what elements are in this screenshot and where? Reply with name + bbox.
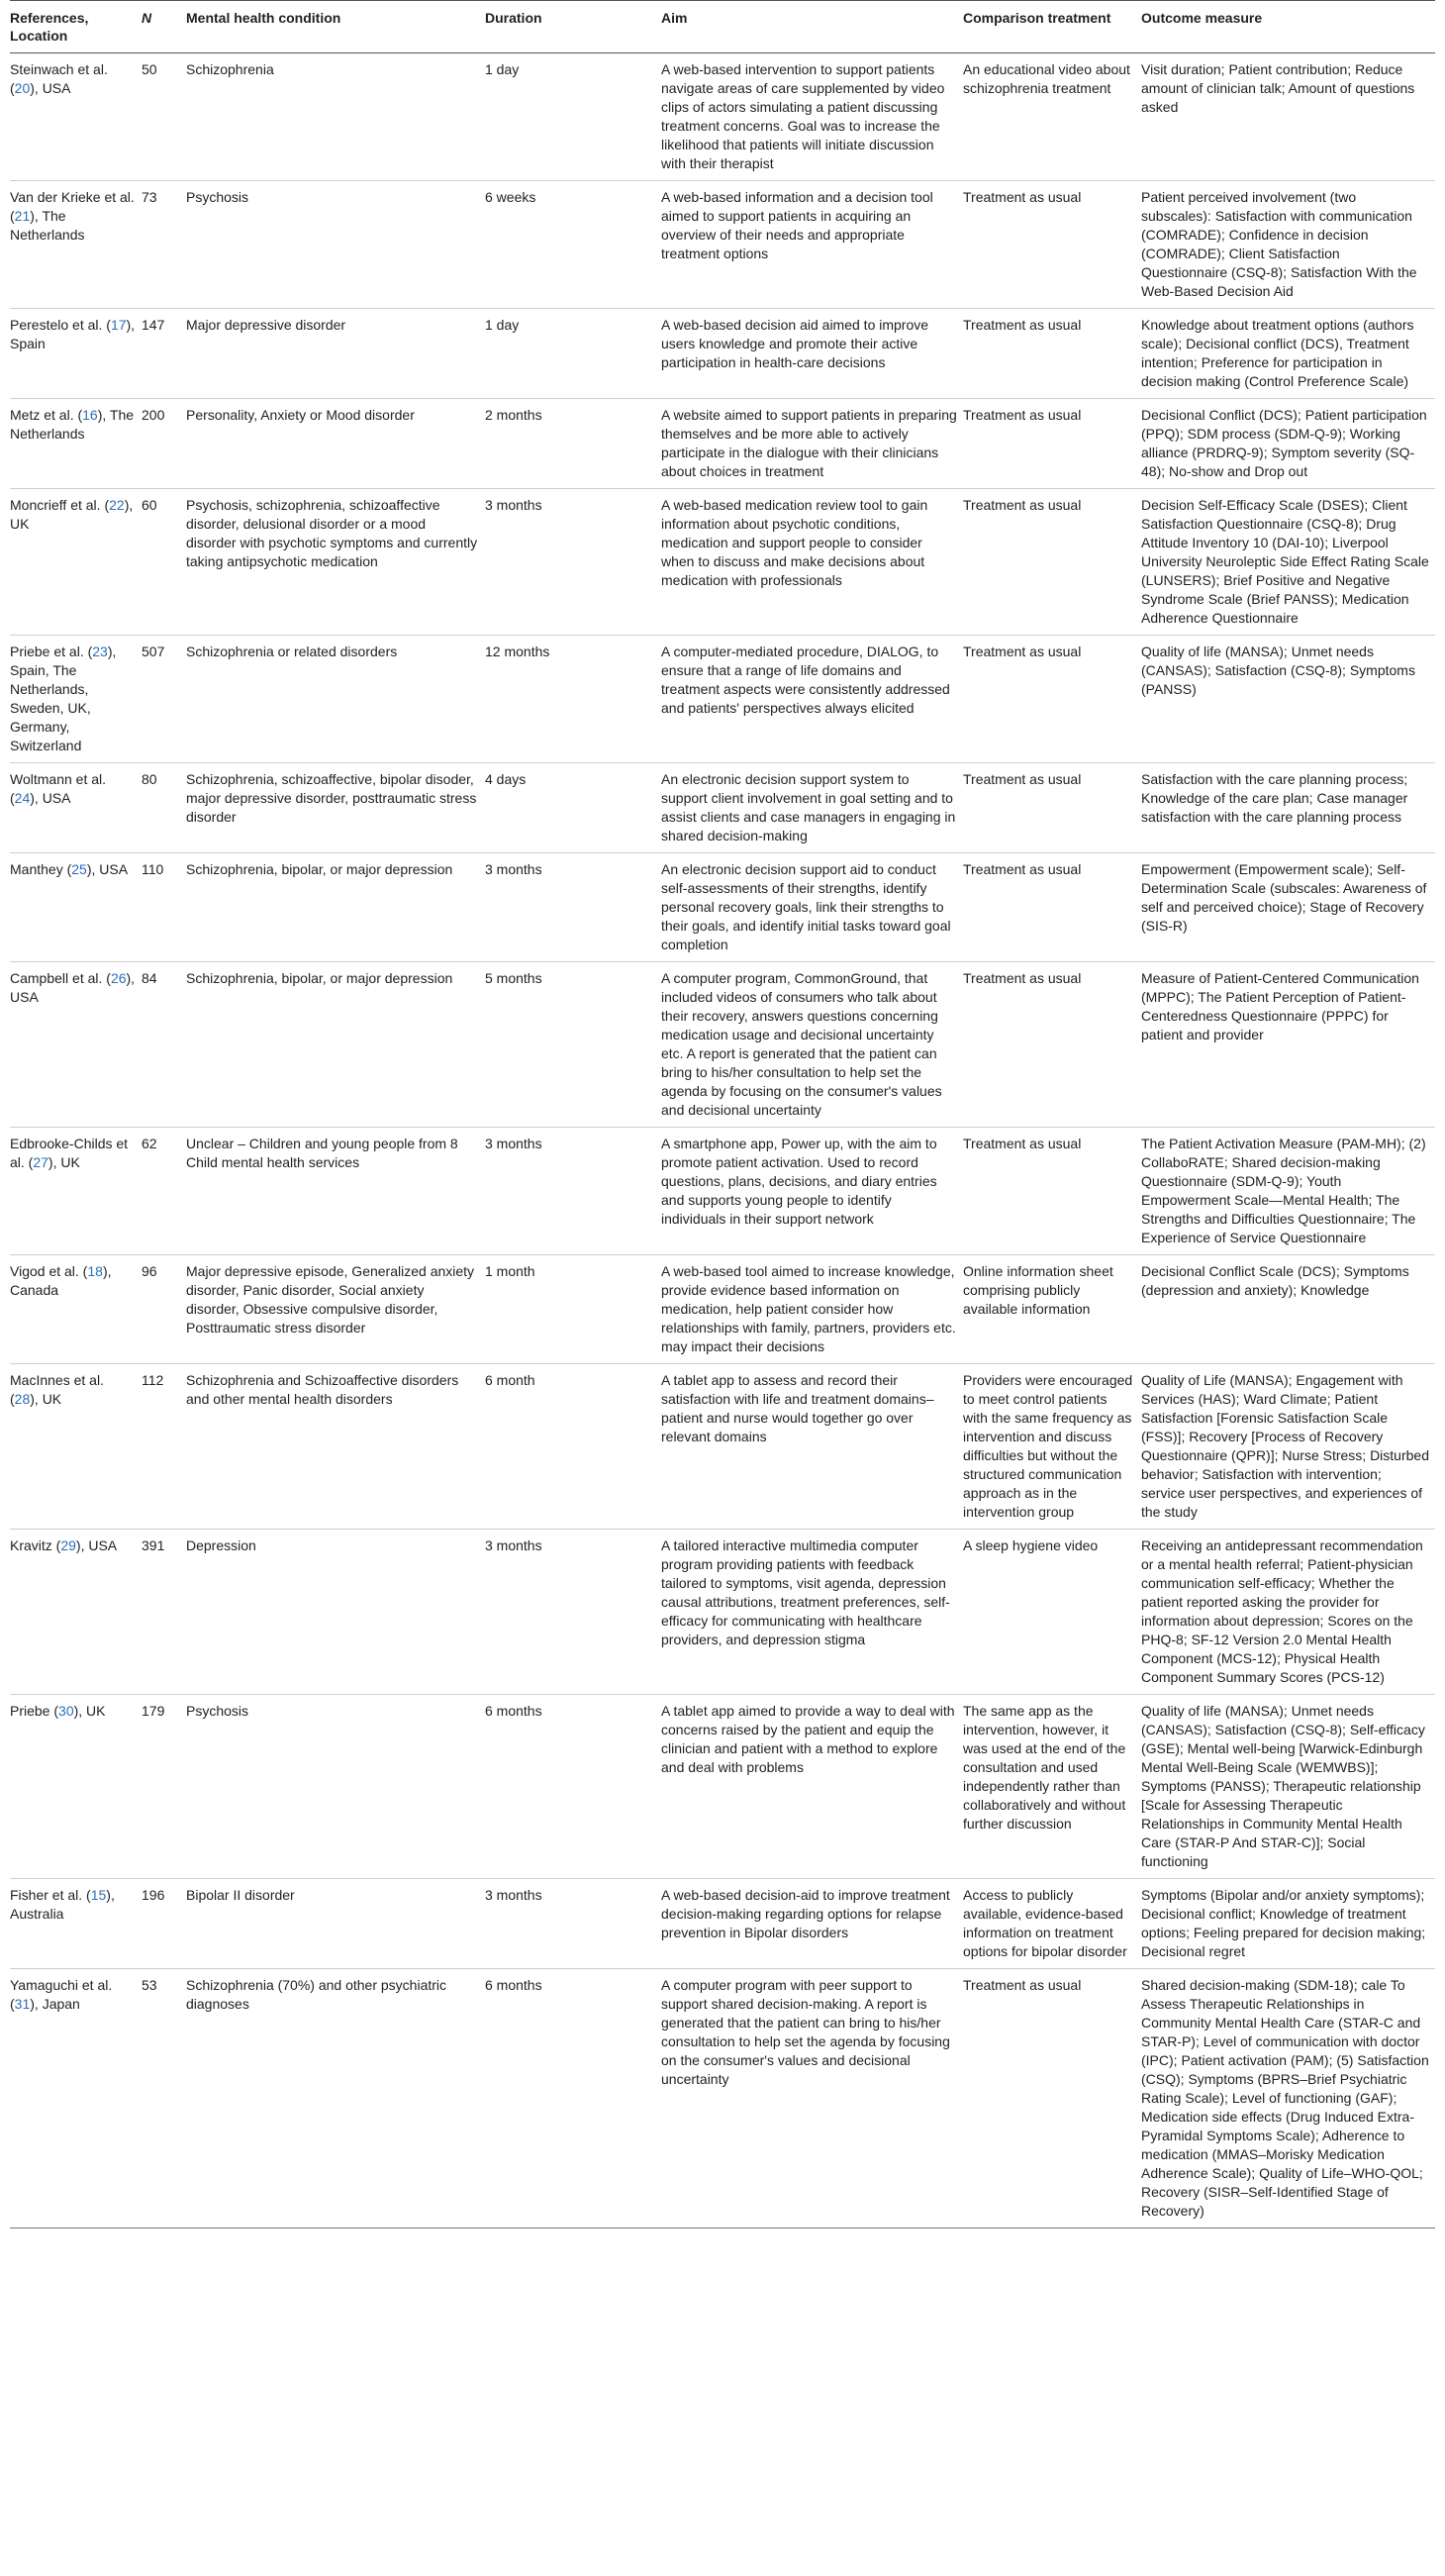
cell-condition: Psychosis xyxy=(186,1695,485,1879)
cell-n: 147 xyxy=(142,309,186,399)
cell-n: 84 xyxy=(142,962,186,1128)
table-row xyxy=(10,636,1435,763)
cell-comparison: Treatment as usual xyxy=(963,309,1141,399)
cell-aim: A web-based decision-aid to improve treatment decision-making regarding options for relapse prevention in Bipolar disorders xyxy=(661,1879,963,1969)
citation-number: 27 xyxy=(33,1154,48,1170)
reference-text: MacInnes et al. ( xyxy=(10,1372,104,1407)
cell-condition: Schizophrenia, bipolar, or major depression xyxy=(186,853,485,962)
cell-n: 73 xyxy=(142,181,186,309)
reference-text: Edbrooke-Childs et al. ( xyxy=(10,1136,129,1170)
reference-location: ), USA xyxy=(30,80,71,96)
cell-reference-location xyxy=(10,636,142,763)
table-row xyxy=(10,1969,1435,2229)
reference-location: ), Canada xyxy=(10,1263,112,1298)
reference-text: Steinwach et al. ( xyxy=(10,61,108,96)
cell-duration: 4 days xyxy=(485,763,661,853)
cell-duration: 6 weeks xyxy=(485,181,661,309)
cell-outcome: Quality of life (MANSA); Unmet needs (CANSAS); Satisfaction (CSQ-8); Self-efficacy (GSE); Mental well-being [Warwick-Edinburgh Mental Well-Being Scale (WEMWBS)]; Symptoms (PANSS); Therapeutic relationship [Scale for Assessing Therapeutic Relationships in Community Mental Health Care (STAR-P And STAR-C)]; Social functioning xyxy=(1141,1695,1435,1879)
reference-location: ), Japan xyxy=(30,1996,80,2012)
studies-table xyxy=(10,0,1435,2229)
reference-location: ), UK xyxy=(30,1391,62,1407)
cell-duration: 6 months xyxy=(485,1969,661,2229)
cell-outcome: Receiving an antidepressant recommendation or a mental health referral; Patient-physician communication self-efficacy; Whether the patient reported asking the provider for information about depression; Scores on the PHQ-8; SF-12 Version 2.0 Mental Health Component (MCS-12); Physical Health Component Summary Scores (PCS-12) xyxy=(1141,1530,1435,1695)
cell-aim: A smartphone app, Power up, with the aim to promote patient activation. Used to record questions, plans, decisions, and diary entries and supports young people to identify individuals in their support network xyxy=(661,1128,963,1255)
cell-aim: A web-based medication review tool to gain information about psychotic conditions, medication and support people to consider when to discuss and make decisions about medication with professionals xyxy=(661,489,963,636)
cell-outcome: Shared decision-making (SDM-18); cale To Assess Therapeutic Relationships in Community Mental Health Care (STAR-C and STAR-P); Level of communication with doctor (IPC); Patient activation (PAM); (5) Satisfaction (CSQ); Symptoms (BPRS–Brief Psychiatric Rating Scale); Level of functioning (GAF); Medication side effects (Drug Induced Extra-Pyramidal Symptoms Scale); Adherence to medication (MMAS–Morisky Medication Adherence Scale); Quality of Life–WHO-QOL; Recovery (SISR–Self-Identified Stage of Recovery) xyxy=(1141,1969,1435,2229)
cell-n: 53 xyxy=(142,1969,186,2229)
cell-n: 96 xyxy=(142,1255,186,1364)
cell-duration: 12 months xyxy=(485,636,661,763)
table-row xyxy=(10,853,1435,962)
reference-location: ), USA xyxy=(75,1537,118,1553)
cell-comparison: Online information sheet comprising publicly available information xyxy=(963,1255,1141,1364)
cell-n: 80 xyxy=(142,763,186,853)
citation-number: 28 xyxy=(14,1391,31,1407)
table-row xyxy=(10,1879,1435,1969)
cell-reference-location xyxy=(10,309,142,399)
cell-reference-location xyxy=(10,1364,142,1530)
reference-location: ), USA xyxy=(10,970,136,1005)
cell-n: 50 xyxy=(142,53,186,181)
citation-number: 15 xyxy=(90,1887,107,1903)
cell-duration: 1 month xyxy=(485,1255,661,1364)
cell-n: 200 xyxy=(142,399,186,489)
cell-comparison: Access to publicly available, evidence-based information on treatment options for bipolar disorder xyxy=(963,1879,1141,1969)
header-comparison-treatment: Comparison treatment xyxy=(963,1,1141,53)
cell-comparison: Treatment as usual xyxy=(963,1128,1141,1255)
citation-number: 25 xyxy=(71,861,87,877)
citation-number: 30 xyxy=(58,1703,74,1719)
cell-condition: Major depressive disorder xyxy=(186,309,485,399)
cell-outcome: Empowerment (Empowerment scale); Self-Determination Scale (subscales: Awareness of self and perceived choice); Stage of Recovery (SIS-R) xyxy=(1141,853,1435,962)
reference-text: Moncrieff et al. ( xyxy=(10,497,110,513)
citation-number: 21 xyxy=(14,208,31,224)
cell-aim: An electronic decision support system to support client involvement in goal setting and to assist clients and case managers in engaging in shared decision-making xyxy=(661,763,963,853)
cell-duration: 3 months xyxy=(485,1879,661,1969)
reference-text: Priebe ( xyxy=(10,1703,59,1719)
cell-duration: 3 months xyxy=(485,489,661,636)
header-references-location: References, Location xyxy=(10,1,142,53)
table-row xyxy=(10,181,1435,309)
cell-aim: A computer program with peer support to support shared decision-making. A report is generated that the patient can bring to his/her consultation to help set the agenda by focusing on the consumer's values and decisional uncertainty xyxy=(661,1969,963,2229)
citation-number: 24 xyxy=(14,790,31,806)
table-row xyxy=(10,399,1435,489)
cell-outcome: Decisional Conflict (DCS); Patient participation (PPQ); SDM process (SDM-Q-9); Working alliance (PRDRQ-9); Symptom severity (SQ-48); No-show and Drop out xyxy=(1141,399,1435,489)
cell-comparison: Treatment as usual xyxy=(963,853,1141,962)
cell-comparison: A sleep hygiene video xyxy=(963,1530,1141,1695)
cell-condition: Schizophrenia and Schizoaffective disorders and other mental health disorders xyxy=(186,1364,485,1530)
cell-outcome: Knowledge about treatment options (authors scale); Decisional conflict (DCS), Treatment intention; Preference for participation in decision making (Control Preference Scale) xyxy=(1141,309,1435,399)
cell-aim: An electronic decision support aid to conduct self-assessments of their strengths, identify personal recovery goals, link their strengths to their goals, and identify initial tasks toward goal completion xyxy=(661,853,963,962)
cell-outcome: Measure of Patient-Centered Communication (MPPC); The Patient Perception of Patient-Centeredness Questionnaire (PPPC) for patient and provider xyxy=(1141,962,1435,1128)
citation-number: 29 xyxy=(60,1537,76,1553)
reference-location: ), Spain, The Netherlands, Sweden, UK, Germany, Switzerland xyxy=(10,644,117,753)
cell-outcome: Satisfaction with the care planning process; Knowledge of the care plan; Case manager satisfaction with the care planning process xyxy=(1141,763,1435,853)
table-body xyxy=(10,53,1435,2229)
cell-n: 60 xyxy=(142,489,186,636)
cell-reference-location xyxy=(10,1255,142,1364)
cell-reference-location xyxy=(10,962,142,1128)
table-row xyxy=(10,309,1435,399)
cell-comparison: Treatment as usual xyxy=(963,636,1141,763)
citation-number: 23 xyxy=(92,644,108,659)
table-row xyxy=(10,489,1435,636)
cell-condition: Psychosis, schizophrenia, schizoaffective disorder, delusional disorder or a mood disorder with psychotic symptoms and currently taking antipsychotic medication xyxy=(186,489,485,636)
citation-number: 22 xyxy=(109,497,125,513)
reference-text: Priebe et al. ( xyxy=(10,644,93,659)
table-row xyxy=(10,962,1435,1128)
cell-duration: 1 day xyxy=(485,53,661,181)
cell-condition: Personality, Anxiety or Mood disorder xyxy=(186,399,485,489)
cell-comparison: An educational video about schizophrenia treatment xyxy=(963,53,1141,181)
cell-outcome: Visit duration; Patient contribution; Reduce amount of clinician talk; Amount of questions asked xyxy=(1141,53,1435,181)
cell-aim: A tailored interactive multimedia computer program providing patients with feedback tailored to symptoms, visit agenda, depression causal attributions, treatment preferences, self-efficacy for communicating with healthcare providers, and depression stigma xyxy=(661,1530,963,1695)
citation-number: 18 xyxy=(87,1263,103,1279)
cell-comparison: Treatment as usual xyxy=(963,399,1141,489)
cell-duration: 6 months xyxy=(485,1695,661,1879)
reference-text: Perestelo et al. ( xyxy=(10,317,111,333)
reference-location: ), The Netherlands xyxy=(10,407,135,442)
cell-duration: 2 months xyxy=(485,399,661,489)
cell-outcome: Decision Self-Efficacy Scale (DSES); Client Satisfaction Questionnaire (CSQ-8); Drug Attitude Inventory 10 (DAI-10); Liverpool University Neuroleptic Side Effect Rating Scale (LUNSERS); Brief Positive and Negative Syndrome Scale (Brief PANSS); Medication Adherence Questionnaire xyxy=(1141,489,1435,636)
cell-condition: Major depressive episode, Generalized anxiety disorder, Panic disorder, Social anxiety disorder, Obsessive compulsive disorder, Posttraumatic stress disorder xyxy=(186,1255,485,1364)
reference-text: Yamaguchi et al. ( xyxy=(10,1977,113,2012)
cell-duration: 3 months xyxy=(485,1128,661,1255)
reference-location: ), Australia xyxy=(10,1887,115,1922)
cell-reference-location xyxy=(10,53,142,181)
cell-condition: Schizophrenia or related disorders xyxy=(186,636,485,763)
cell-outcome: Decisional Conflict Scale (DCS); Symptoms (depression and anxiety); Knowledge xyxy=(1141,1255,1435,1364)
reference-text: Vigod et al. ( xyxy=(10,1263,88,1279)
cell-condition: Schizophrenia, bipolar, or major depression xyxy=(186,962,485,1128)
cell-comparison: Treatment as usual xyxy=(963,1969,1141,2229)
reference-text: Woltmann et al. ( xyxy=(10,771,107,806)
cell-condition: Unclear – Children and young people from 8 Child mental health services xyxy=(186,1128,485,1255)
table-row xyxy=(10,1695,1435,1879)
reference-location: ), Spain xyxy=(10,317,136,351)
table-row xyxy=(10,1128,1435,1255)
cell-duration: 1 day xyxy=(485,309,661,399)
cell-n: 196 xyxy=(142,1879,186,1969)
cell-comparison: The same app as the intervention, however, it was used at the end of the consultation and used independently rather than collaboratively and without further discussion xyxy=(963,1695,1141,1879)
table-row xyxy=(10,1255,1435,1364)
cell-condition: Depression xyxy=(186,1530,485,1695)
header-duration: Duration xyxy=(485,1,661,53)
cell-aim: A website aimed to support patients in preparing themselves and be more able to actively participate in the dialogue with their clinicians about choices in treatment xyxy=(661,399,963,489)
reference-text: Fisher et al. ( xyxy=(10,1887,91,1903)
reference-location: ), USA xyxy=(86,861,129,877)
cell-aim: A web-based information and a decision tool aimed to support patients in acquiring an overview of their needs and appropriate treatment options xyxy=(661,181,963,309)
cell-n: 179 xyxy=(142,1695,186,1879)
reference-text: Kravitz ( xyxy=(10,1537,61,1553)
table-row xyxy=(10,1530,1435,1695)
citation-number: 31 xyxy=(14,1996,31,2012)
citation-number: 26 xyxy=(110,970,127,986)
cell-reference-location xyxy=(10,853,142,962)
reference-location: ), UK xyxy=(48,1154,80,1170)
cell-outcome: Quality of life (MANSA); Unmet needs (CANSAS); Satisfaction (CSQ-8); Symptoms (PANSS) xyxy=(1141,636,1435,763)
cell-reference-location xyxy=(10,1969,142,2229)
cell-condition: Psychosis xyxy=(186,181,485,309)
cell-n: 112 xyxy=(142,1364,186,1530)
cell-comparison: Treatment as usual xyxy=(963,489,1141,636)
cell-n: 391 xyxy=(142,1530,186,1695)
cell-outcome: Patient perceived involvement (two subscales): Satisfaction with communication (COMRADE); Confidence in decision (COMRADE); Client Satisfaction Questionnaire (CSQ-8); Satisfaction With the Web-Based Decision Aid xyxy=(1141,181,1435,309)
cell-n: 62 xyxy=(142,1128,186,1255)
reference-location: ), The Netherlands xyxy=(10,208,85,243)
cell-reference-location xyxy=(10,1695,142,1879)
cell-duration: 5 months xyxy=(485,962,661,1128)
cell-reference-location xyxy=(10,399,142,489)
cell-comparison: Treatment as usual xyxy=(963,962,1141,1128)
citation-number: 17 xyxy=(110,317,127,333)
cell-n: 507 xyxy=(142,636,186,763)
cell-condition: Bipolar II disorder xyxy=(186,1879,485,1969)
cell-reference-location xyxy=(10,489,142,636)
cell-reference-location xyxy=(10,181,142,309)
cell-aim: A web-based intervention to support patients navigate areas of care supplemented by video clips of actors simulating a patient discussing treatment concerns. Goal was to increase the likelihood that patients will initiate discussion with their therapist xyxy=(661,53,963,181)
citation-number: 16 xyxy=(82,407,98,423)
reference-location: ), UK xyxy=(10,497,134,532)
reference-text: Metz et al. ( xyxy=(10,407,83,423)
reference-text: Manthey ( xyxy=(10,861,72,877)
cell-aim: A computer program, CommonGround, that included videos of consumers who talk about their recovery, answers questions concerning medication usage and decisional uncertainty etc. A report is generated that the patient can bring to his/her consultation to help set the agenda by focusing on the consumer's values and decisional uncertainty xyxy=(661,962,963,1128)
cell-reference-location xyxy=(10,1530,142,1695)
cell-condition: Schizophrenia xyxy=(186,53,485,181)
header-aim: Aim xyxy=(661,1,963,53)
reference-location: ), UK xyxy=(73,1703,106,1719)
header-outcome-measure: Outcome measure xyxy=(1141,1,1435,53)
table-row xyxy=(10,1364,1435,1530)
cell-condition: Schizophrenia, schizoaffective, bipolar disoder, major depressive disorder, posttraumatic stress disorder xyxy=(186,763,485,853)
header-mental-health-condition: Mental health condition xyxy=(186,1,485,53)
reference-text: Van der Krieke et al. ( xyxy=(10,189,135,224)
table-row xyxy=(10,763,1435,853)
cell-duration: 3 months xyxy=(485,1530,661,1695)
reference-location: ), USA xyxy=(30,790,71,806)
cell-comparison: Providers were encouraged to meet control patients with the same frequency as intervention and discuss difficulties but without the structured communication approach as in the intervention group xyxy=(963,1364,1141,1530)
cell-outcome: The Patient Activation Measure (PAM-MH); (2) CollaboRATE; Shared decision-making Questionnaire (SDM-Q-9); Youth Empowerment Scale—Mental Health; The Strengths and Difficulties Questionnaire; The Experience of Service Questionnaire xyxy=(1141,1128,1435,1255)
cell-comparison: Treatment as usual xyxy=(963,763,1141,853)
cell-aim: A computer-mediated procedure, DIALOG, to ensure that a range of life domains and treatment aspects were consistently addressed and patients' perspectives always elicited xyxy=(661,636,963,763)
cell-reference-location xyxy=(10,1128,142,1255)
cell-condition: Schizophrenia (70%) and other psychiatric diagnoses xyxy=(186,1969,485,2229)
table-header-row xyxy=(10,1,1435,53)
cell-reference-location xyxy=(10,763,142,853)
cell-n: 110 xyxy=(142,853,186,962)
cell-aim: A tablet app to assess and record their satisfaction with life and treatment domains–patient and nurse would together go over relevant domains xyxy=(661,1364,963,1530)
cell-outcome: Quality of Life (MANSA); Engagement with Services (HAS); Ward Climate; Patient Satisfaction [Forensic Satisfaction Scale (FSS)]; Recovery [Process of Recovery Questionnaire (QPR)]; Nurse Stress; Disturbed behavior; Satisfaction with intervention; service user perspectives, and experiences of the study xyxy=(1141,1364,1435,1530)
reference-text: Campbell et al. ( xyxy=(10,970,111,986)
cell-comparison: Treatment as usual xyxy=(963,181,1141,309)
table-row xyxy=(10,53,1435,181)
cell-aim: A tablet app aimed to provide a way to deal with concerns raised by the patient and equip the clinician and patient with a method to explore and deal with problems xyxy=(661,1695,963,1879)
cell-reference-location xyxy=(10,1879,142,1969)
header-n: N xyxy=(142,1,186,53)
cell-outcome: Symptoms (Bipolar and/or anxiety symptoms); Decisional conflict; Knowledge of treatment options; Feeling prepared for decision making; Decisional regret xyxy=(1141,1879,1435,1969)
cell-aim: A web-based tool aimed to increase knowledge, provide evidence based information on medication, help patient consider how relationships with family, partners, providers etc. may impact their decisions xyxy=(661,1255,963,1364)
cell-duration: 6 month xyxy=(485,1364,661,1530)
cell-aim: A web-based decision aid aimed to improve users knowledge and promote their active participation in health-care decisions xyxy=(661,309,963,399)
cell-duration: 3 months xyxy=(485,853,661,962)
citation-number: 20 xyxy=(14,80,31,96)
